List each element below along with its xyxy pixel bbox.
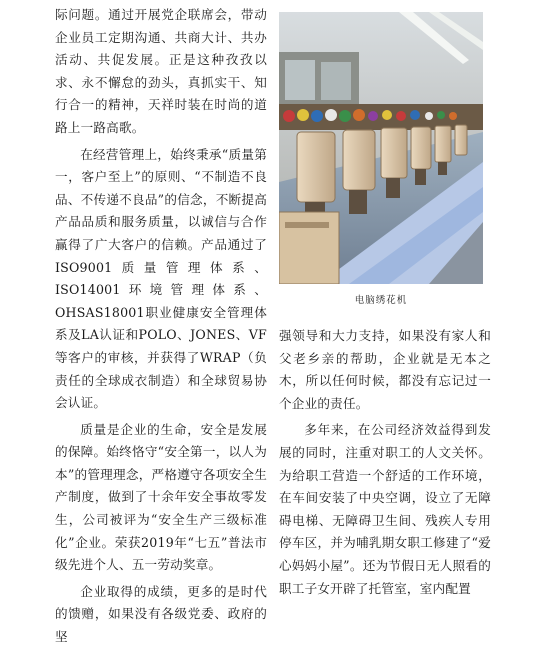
paragraph-6: 多年来，在公司经济效益得到发展的同时，注重对职工的人文关怀。为给职工营造一个舒适的工作环境，在车间安装了中央空调，设立了无障碍电梯、无障碍卫生间、残疾人专用停车区，并为哺乳期女职工修建了“爱心妈妈小屋”。还为节假日无人照看的职工子女开辟了托管室，室内配置	[279, 422, 491, 596]
article-left-column	[55, 4, 267, 649]
paragraph-5: 强领导和大力支持，如果没有家人和父老乡亲的帮助，企业就是无本之木，所以任何时候，都没有忘记过一个企业的责任。	[279, 328, 491, 411]
photo-caption: 电脑绣花机	[354, 295, 408, 306]
embroidery-machine-photo	[279, 12, 483, 284]
paragraph-3: 质量是企业的生命，安全是发展的保障。始终恪守“安全第一，以人为本”的管理理念，严格遵守各项安全生产制度，做到了十余年安全事故零发生，公司被评为“安全生产三级标准化”企业。荣获2019年“七五”普法市级先进个人、五一劳动奖章。	[55, 421, 267, 573]
article-right-column	[279, 325, 491, 600]
paragraph-4: 企业取得的成绩，更多的是时代的馈赠，如果没有各级党委、政府的坚	[55, 583, 267, 645]
paragraph-1: 际问题。通过开展党企联席会，带动企业员工定期沟通、共商大计、共办活动、共促发展。正是这种孜孜以求、永不懈怠的劲头，真抓实干、知行合一的精神，天祥时装在时尚的道路上一路高歌。	[55, 7, 267, 135]
paragraph-2: 在经营管理上，始终秉承“质量第一，客户至上”的原则、“不制造不良品、不传递不良品”的信念，不断提高产品品质和服务质量，以诚信与合作赢得了广大客户的信赖。产品通过了ISO9001质量管理体系、ISO14001环境管理体系、OHSAS18001职业健康安全管理体系及LA认证和POLO、JONES、VF等客户的审核，并获得了WRAP（负责任的全球成衣制造）和全球贸易协会认证。	[55, 146, 267, 411]
